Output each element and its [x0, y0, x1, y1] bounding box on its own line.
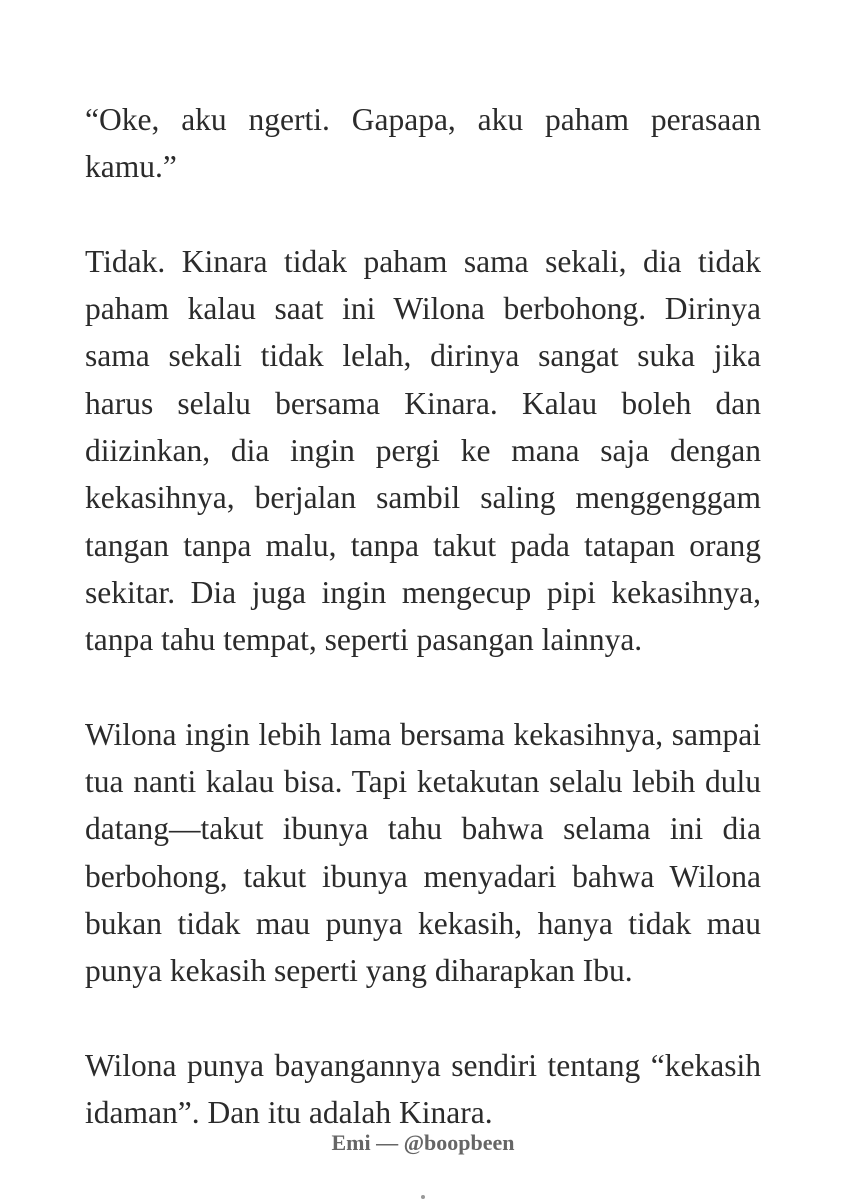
paragraph-1: “Oke, aku ngerti. Gapapa, aku paham perasaan kamu.”	[85, 102, 761, 185]
page-indicator-dot	[421, 1195, 425, 1199]
story-text	[85, 96, 761, 1137]
paragraph-4: Wilona punya bayangannya sendiri tentang “kekasih idaman”. Dan itu adalah Kinara.	[85, 1047, 761, 1131]
paragraph-2: Tidak. Kinara tidak paham sama sekali, dia tidak paham kalau saat ini Wilona berbohong. Dirinya sama sekali tidak lelah, dirinya sangat suka jika harus selalu bersama Kinara. Kalau boleh dan diizinkan, dia ingin pergi ke mana saja dengan kekasihnya, berjalan sambil saling menggenggam tangan tanpa malu, tanpa takut pada tatapan orang sekitar. Dia juga ingin mengecup pipi kekasihnya, tanpa tahu tempat, seperti pasangan lainnya.	[85, 243, 761, 658]
paragraph-3: Wilona ingin lebih lama bersama kekasihnya, sampai tua nanti kalau bisa. Tapi ketakutan selalu lebih dulu datang—takut ibunya tahu bahwa selama ini dia berbohong, takut ibunya menyadari bahwa Wilona bukan tidak mau punya kekasih, hanya tidak mau punya kekasih seperti yang diharapkan Ibu.	[85, 716, 761, 989]
author-credit: Emi — @boopbeen	[331, 1130, 515, 1155]
